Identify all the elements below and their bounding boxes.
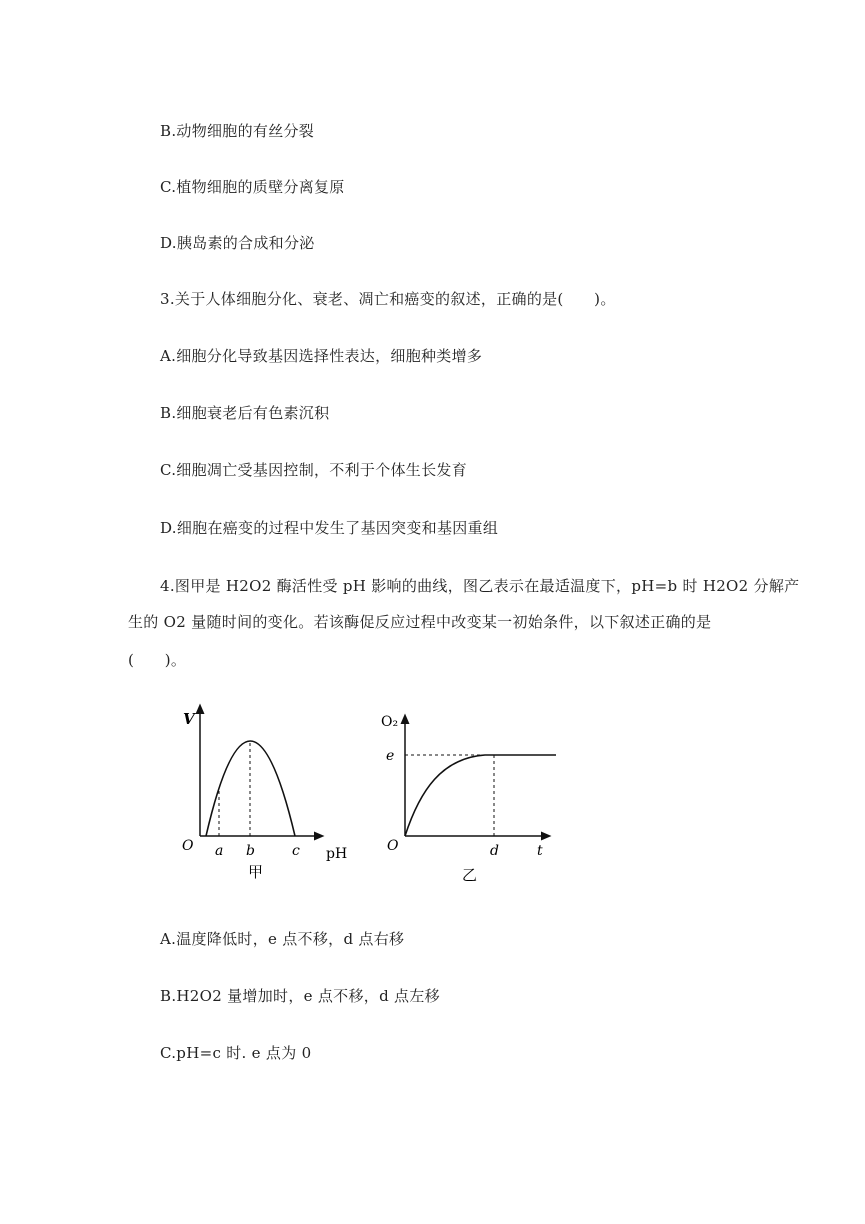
tick-a: a	[215, 843, 224, 859]
question-4-text-line2: 生的 O2 量随时间的变化。若该酶促反应过程中改变某一初始条件，以下叙述正确的是	[128, 613, 712, 631]
option-line: A.细胞分化导致基因选择性表达，细胞种类增多	[160, 347, 483, 365]
option-line: C.植物细胞的质壁分离复原	[160, 178, 345, 196]
option-line: D.胰岛素的合成和分泌	[160, 234, 315, 252]
option-line: C.细胞凋亡受基因控制，不利于个体生长发育	[160, 461, 468, 479]
y-label: O₂	[381, 714, 399, 730]
question-4-text-line1: 4.图甲是 H2O2 酶活性受 pH 影响的曲线，图乙表示在最适温度下，pH=b 时 H2O2 分解产	[160, 577, 800, 595]
caption-jia: 甲	[248, 863, 264, 881]
x-label: t	[537, 843, 543, 859]
o2-curve	[405, 755, 556, 836]
question-3-text: 3.关于人体细胞分化、衰老、凋亡和癌变的叙述，正确的是( )。	[160, 290, 616, 308]
option-line: B.细胞衰老后有色素沉积	[160, 404, 330, 422]
tick-e: e	[386, 748, 395, 764]
x-label: pH	[326, 846, 348, 862]
option-line: B.H2O2 量增加时，e 点不移，d 点左移	[160, 987, 440, 1005]
origin-label: O	[182, 838, 194, 854]
option-line: B.动物细胞的有丝分裂	[160, 122, 315, 140]
tick-c: c	[292, 843, 300, 859]
option-line: D.细胞在癌变的过程中发生了基因突变和基因重组	[160, 519, 499, 537]
graph-jia	[182, 708, 347, 881]
caption-yi: 乙	[462, 866, 478, 884]
enzyme-figure	[180, 700, 570, 890]
y-label: V	[183, 710, 195, 728]
option-line: A.温度降低时，e 点不移，d 点右移	[160, 930, 405, 948]
question-4-text-line3: ( )。	[128, 651, 187, 669]
tick-d: d	[490, 843, 499, 859]
graph-yi	[381, 714, 556, 884]
figure-svg	[180, 700, 570, 890]
option-line: C.pH=c 时. e 点为 0	[160, 1044, 312, 1062]
origin-label: O	[387, 838, 399, 854]
tick-b: b	[246, 843, 255, 859]
